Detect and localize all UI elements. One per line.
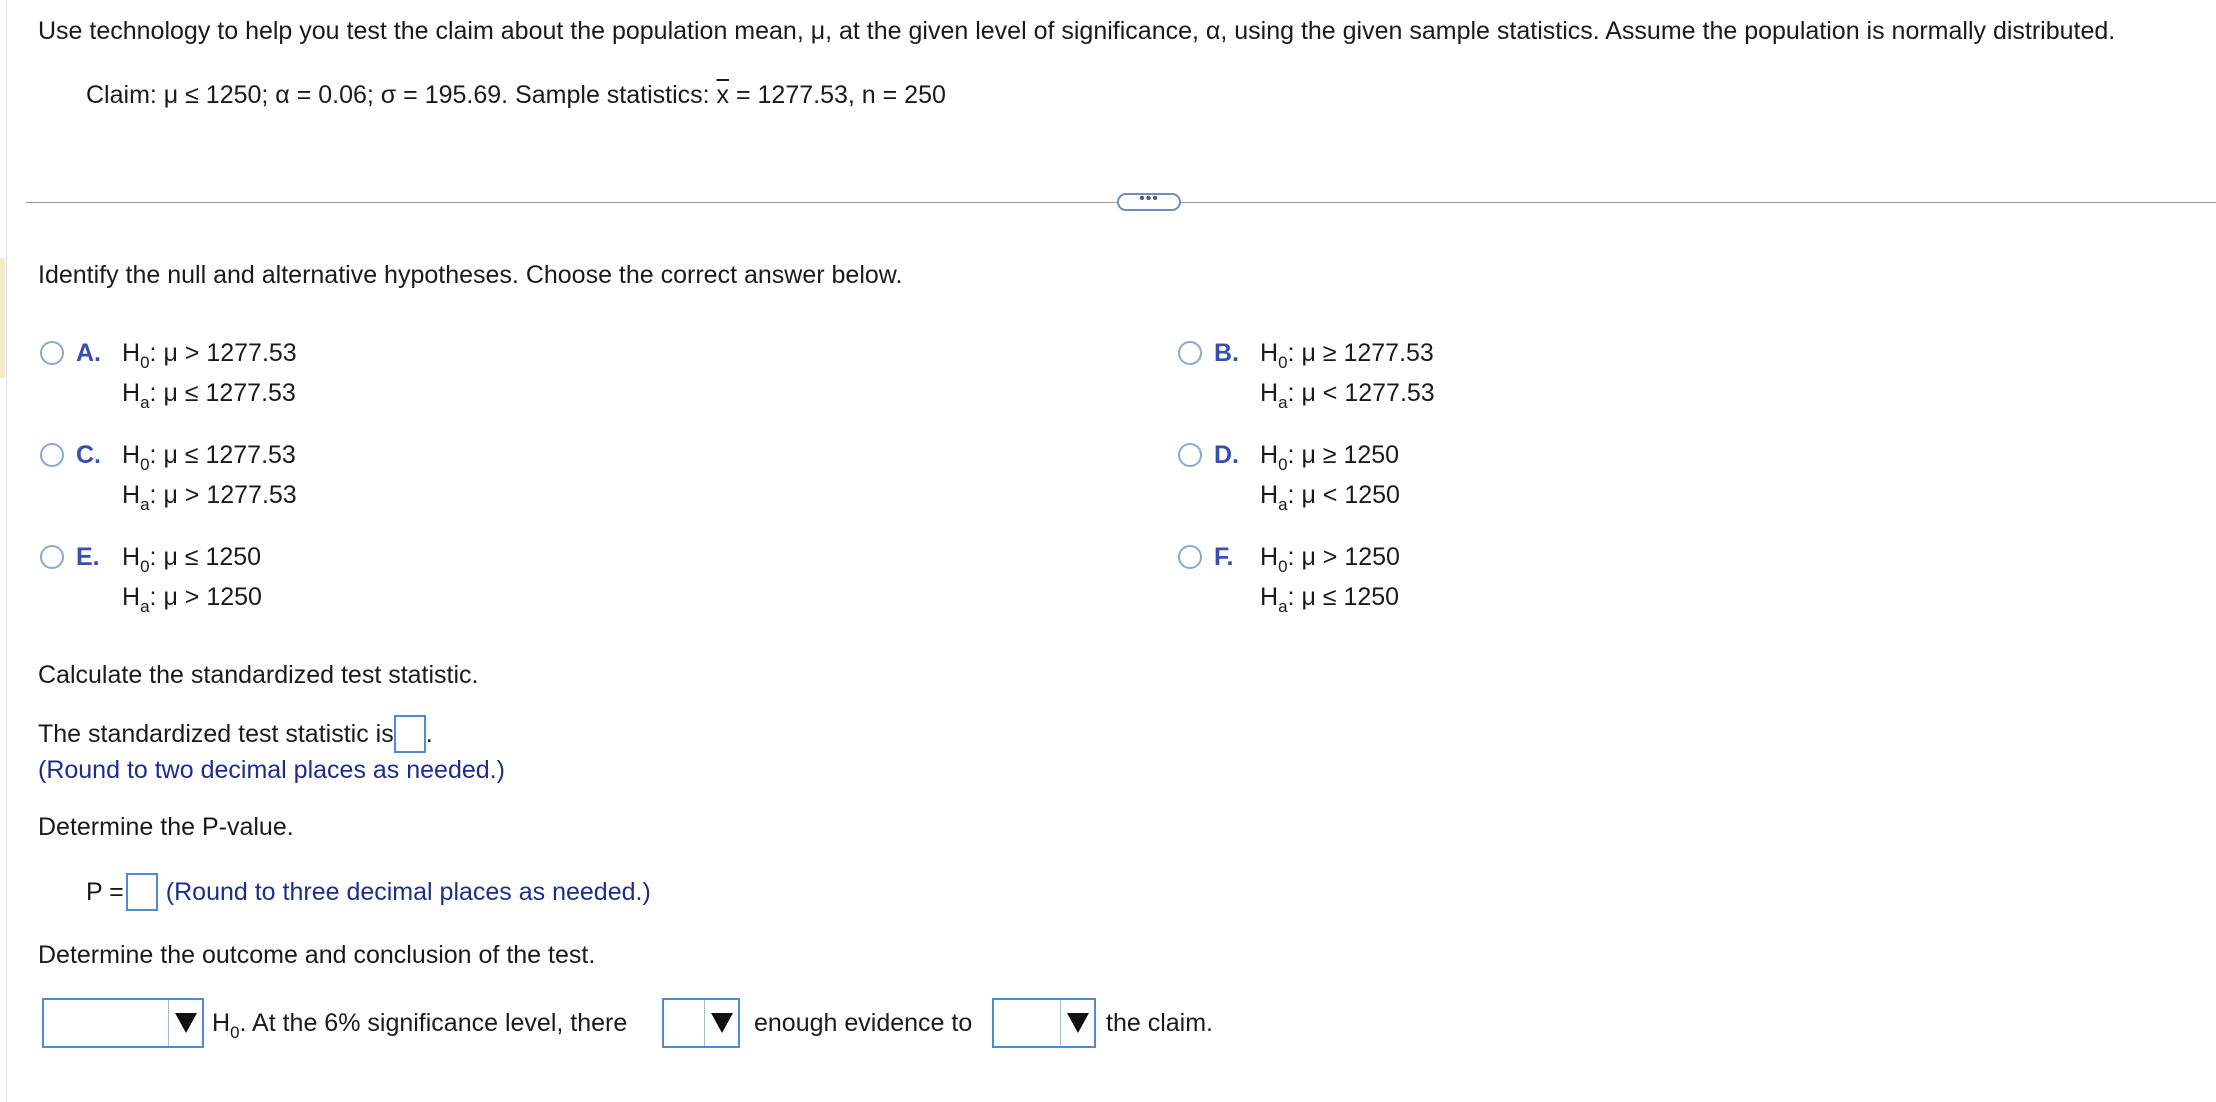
conclusion-text-3: the claim. [1106,1009,1213,1037]
option-f-radio[interactable] [1178,545,1202,569]
left-border [6,0,7,1102]
option-b[interactable] [1178,338,1778,412]
option-a-radio[interactable] [40,341,64,365]
p-value-label: P = [86,878,124,906]
option-d-letter: D. [1214,441,1239,469]
evidence-dropdown-arrow[interactable] [704,1000,738,1046]
option-e[interactable] [40,542,640,616]
left-edge-tab [0,258,5,378]
conclusion-text-1: $H_0$. At the 6% significance level, there [212,1009,628,1042]
option-d-ha: $H_a$: μ < 1250 [1260,481,1400,514]
option-f-letter: F. [1214,543,1234,571]
option-c-h0: $H_0$: μ ≤ 1277.53 [122,441,296,474]
p-value-prompt: Determine the P-value. [38,813,294,841]
option-e-letter: E. [76,543,100,571]
p-value-row [86,870,651,914]
option-e-ha: $H_a$: μ > 1250 [122,583,262,616]
option-d-radio[interactable] [1178,443,1202,467]
chevron-down-icon [175,1013,197,1033]
claim-action-dropdown[interactable] [992,998,1096,1048]
option-f[interactable] [1178,542,1778,616]
chevron-down-icon [711,1013,733,1033]
conclusion-prompt: Determine the outcome and conclusion of the test. [38,941,596,969]
chevron-down-icon [1067,1013,1089,1033]
option-a[interactable] [40,338,640,412]
option-d-h0: $H_0$: μ ≥ 1250 [1260,441,1400,474]
test-statistic-period: . [425,720,433,748]
test-statistic-input[interactable] [394,715,426,753]
option-b-letter: B. [1214,339,1239,367]
option-e-h0: $H_0$: μ ≤ 1250 [122,543,262,576]
option-d[interactable] [1178,440,1778,514]
option-a-ha: $H_a$: μ ≤ 1277.53 [122,379,296,412]
more-dots-icon: ••• [1139,190,1159,207]
xbar-symbol: $\overline{x}$ [716,81,730,109]
claim-prefix: Claim: μ ≤ 1250; α = 0.06; σ = 195.69. Sample statistics: [86,81,717,109]
option-a-letter: A. [76,339,101,367]
option-c[interactable] [40,440,640,514]
question-claim [86,80,946,110]
option-b-radio[interactable] [1178,341,1202,365]
test-statistic-hint: (Round to two decimal places as needed.) [38,756,505,784]
test-statistic-label: The standardized test statistic is [38,720,394,748]
hypotheses-prompt: Identify the null and alternative hypotheses. Choose the correct answer below. [38,261,903,289]
option-a-h0: $H_0$: μ > 1277.53 [122,339,297,372]
option-e-radio[interactable] [40,545,64,569]
claim-action-dropdown-arrow[interactable] [1060,1000,1094,1046]
conclusion-text-2: enough evidence to [754,1009,973,1037]
p-value-input[interactable] [126,873,158,911]
option-b-ha: $H_a$: μ < 1277.53 [1260,379,1435,412]
decision-dropdown-arrow[interactable] [168,1000,202,1046]
test-statistic-prompt: Calculate the standardized test statistic. [38,661,479,689]
decision-dropdown[interactable] [42,998,204,1048]
option-c-radio[interactable] [40,443,64,467]
option-c-letter: C. [76,441,101,469]
option-b-h0: $H_0$: μ ≥ 1277.53 [1260,339,1434,372]
claim-suffix: = 1277.53, n = 250 [729,81,946,109]
more-options-button[interactable] [1117,190,1181,211]
test-statistic-sentence [38,712,433,756]
option-f-ha: $H_a$: μ ≤ 1250 [1260,583,1400,616]
p-value-hint: (Round to three decimal places as needed.) [165,878,651,906]
question-instruction: Use technology to help you test the claim about the population mean, μ, at the given level of significance, α, using the given sample statistics. Assume the population is normally distributed. [38,17,2116,45]
option-c-ha: $H_a$: μ > 1277.53 [122,481,297,514]
evidence-dropdown[interactable] [662,998,740,1048]
option-f-h0: $H_0$: μ > 1250 [1260,543,1400,576]
